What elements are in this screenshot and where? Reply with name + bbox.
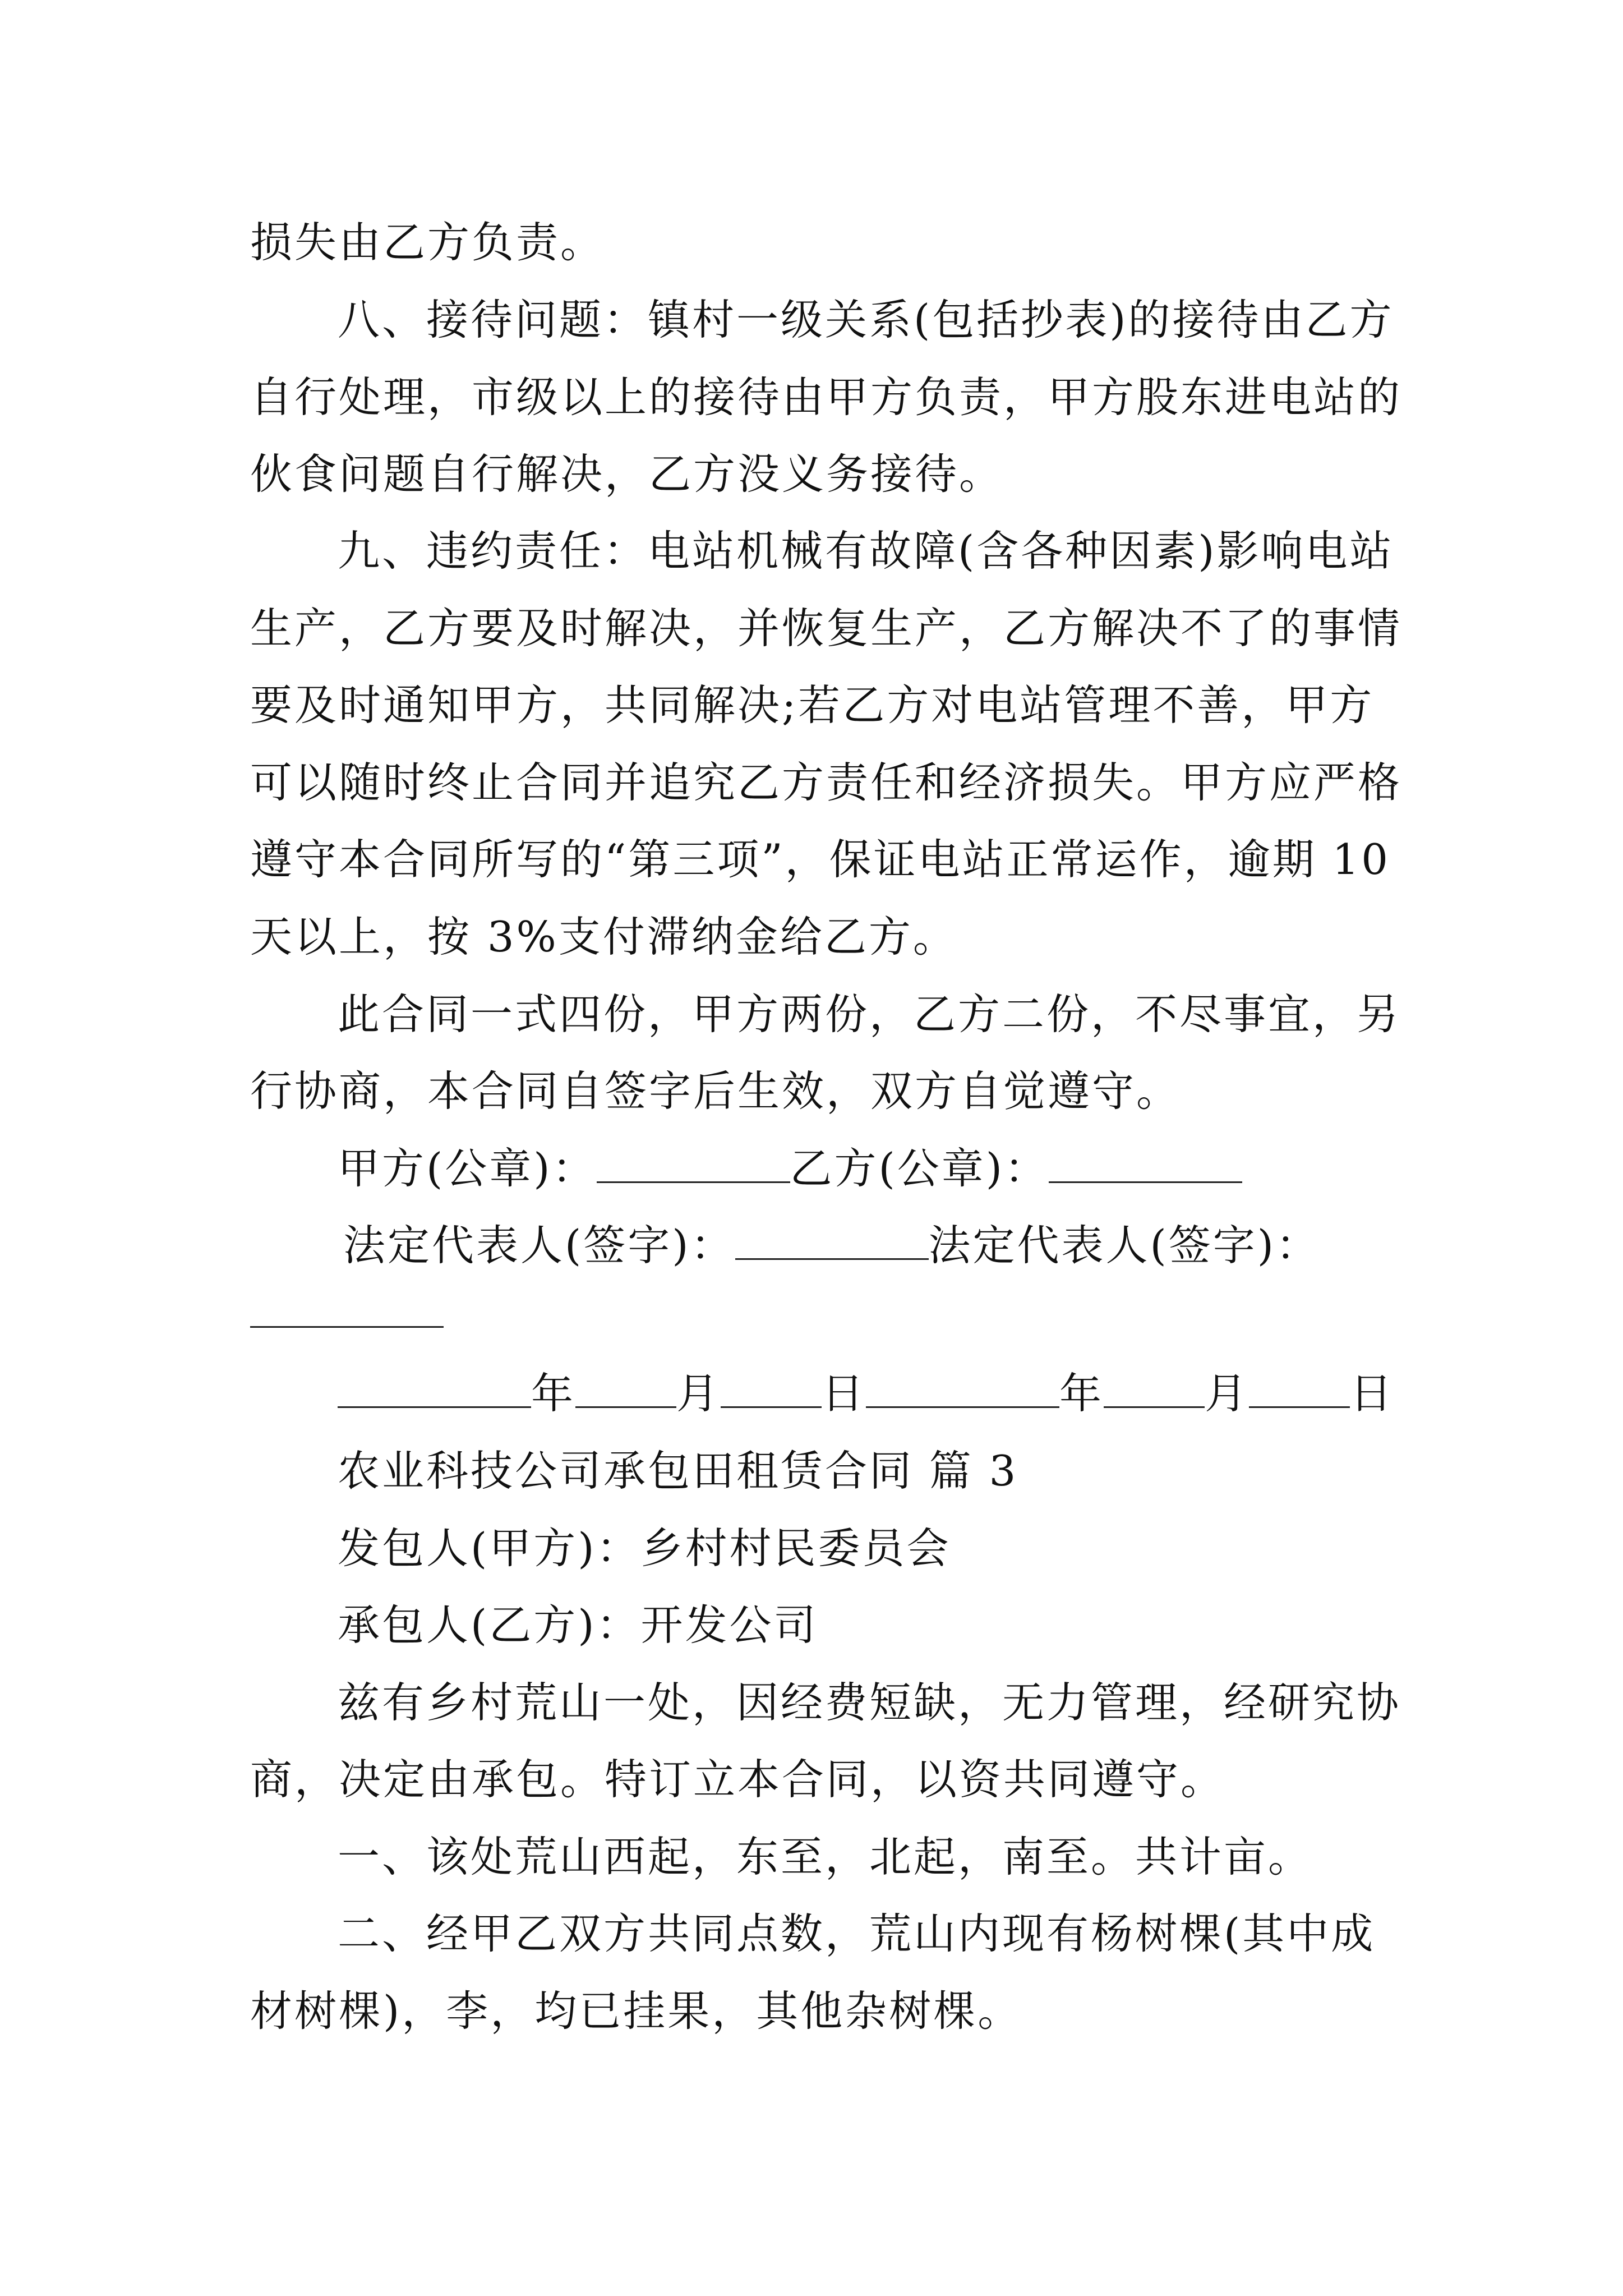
paragraph-line: 遵守本合同所写的“第三项”，保证电站正常运作，逾期 10 (250, 835, 1390, 884)
paragraph-line: 损失由乙方负责。 (250, 218, 605, 267)
party-a-seal-label: 甲方(公章)： (338, 1144, 597, 1193)
paragraph-line: 可以随时终止合同并追究乙方责任和经济损失。甲方应严格 (250, 758, 1403, 807)
legal-rep-b-label: 法定代表人(签字)： (928, 1221, 1321, 1270)
section-title: 农业科技公司承包田租赁合同 篇 3 (338, 1446, 1018, 1496)
date-line (338, 1365, 1470, 1421)
month-label: 月 (1205, 1369, 1249, 1418)
party-b-seal-label: 乙方(公章)： (790, 1144, 1049, 1193)
year-label: 年 (1059, 1369, 1104, 1418)
seal-line (338, 1140, 1470, 1197)
legal-rep-a-label: 法定代表人(签字)： (343, 1221, 735, 1270)
day-label: 日 (1350, 1369, 1395, 1418)
paragraph-line: 此合同一式四份，甲方两份，乙方二份，不尽事宜，另 (338, 990, 1401, 1039)
contract-party-line: 发包人(甲方)：乡村村民委员会 (338, 1524, 951, 1573)
legal-rep-line (343, 1217, 1476, 1273)
day-blank (721, 1367, 822, 1408)
legal-rep-b-blank (250, 1326, 444, 1328)
paragraph-line: 一、该处荒山西起，东至，北起，南至。共计亩。 (338, 1832, 1313, 1881)
paragraph-line: 材树棵)，李，均已挂果，其他杂树棵。 (250, 1986, 1022, 2036)
year-label: 年 (531, 1369, 576, 1418)
paragraph-line: 天以上，按 3%支付滞纳金给乙方。 (250, 912, 957, 961)
year-blank (866, 1367, 1059, 1408)
contract-party-line: 承包人(乙方)：开发公司 (338, 1600, 818, 1650)
paragraph-line: 二、经甲乙双方共同点数，荒山内现有杨树棵(其中成 (338, 1909, 1376, 1958)
paragraph-line: 伙食问题自行解决，乙方没义务接待。 (250, 449, 1004, 499)
paragraph-line: 要及时通知甲方，共同解决;若乙方对电站管理不善，甲方 (250, 680, 1375, 730)
party-b-seal-blank (1049, 1142, 1242, 1183)
paragraph-line: 自行处理，市级以上的接待由甲方负责，甲方股东进电站的 (250, 372, 1403, 422)
paragraph-line: 商，决定由承包。特订立本合同，以资共同遵守。 (250, 1755, 1225, 1804)
paragraph-line: 生产，乙方要及时解决，并恢复生产，乙方解决不了的事情 (250, 604, 1403, 653)
day-blank (1249, 1367, 1350, 1408)
month-blank (575, 1367, 676, 1408)
year-blank (338, 1367, 531, 1408)
month-blank (1104, 1367, 1205, 1408)
paragraph-line: 行协商，本合同自签字后生效，双方自觉遵守。 (250, 1066, 1181, 1116)
paragraph-line: 八、接待问题：镇村一级关系(包括抄表)的接待由乙方 (338, 295, 1394, 344)
paragraph-line: 九、违约责任：电站机械有故障(含各种因素)影响电站 (338, 526, 1394, 576)
paragraph-line: 兹有乡村荒山一处，因经费短缺，无力管理，经研究协 (338, 1678, 1401, 1727)
month-label: 月 (676, 1369, 721, 1418)
legal-rep-a-blank (735, 1219, 929, 1260)
party-a-seal-blank (597, 1142, 790, 1183)
day-label: 日 (822, 1369, 866, 1418)
